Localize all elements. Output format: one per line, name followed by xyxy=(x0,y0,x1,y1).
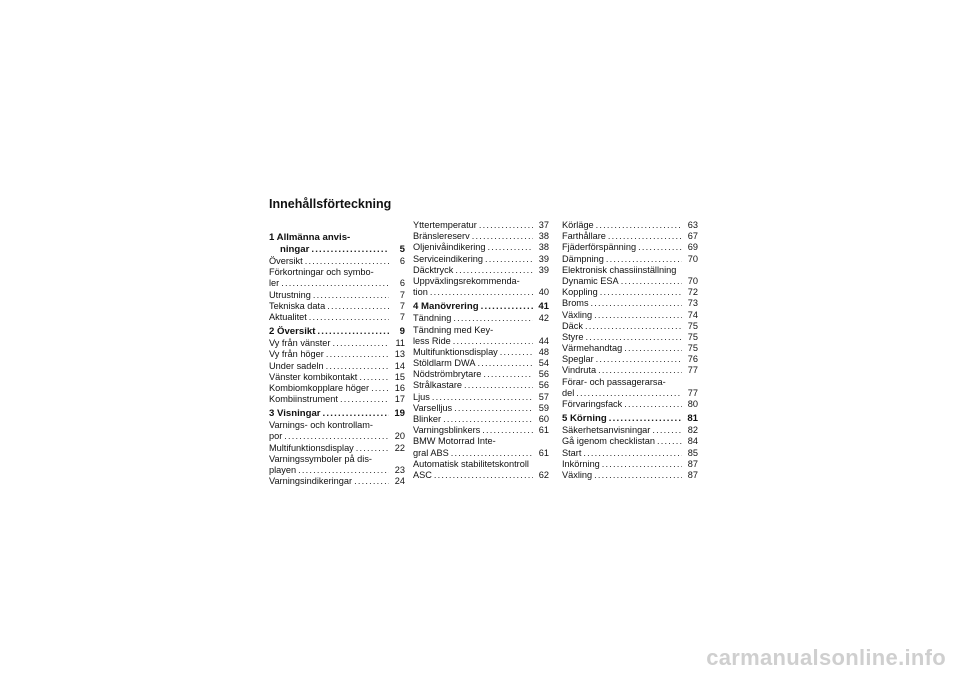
toc-page-number: 20 xyxy=(394,431,405,442)
toc-page-number: 74 xyxy=(687,309,698,320)
leader-dots xyxy=(323,408,389,420)
toc-entry-text: Under sadeln xyxy=(269,360,324,371)
toc-entry xyxy=(413,220,549,231)
toc-entry-text: Styre xyxy=(562,331,584,342)
toc-entry-text: Blinker xyxy=(413,414,442,424)
toc-entry xyxy=(269,349,405,360)
toc-page-number: 57 xyxy=(538,391,549,402)
leader-dots xyxy=(481,301,533,313)
toc-entry xyxy=(562,388,698,399)
toc-page-number: 11 xyxy=(395,338,405,349)
leader-dots xyxy=(443,414,533,425)
toc-page-number: 75 xyxy=(687,343,698,354)
toc-entry-text: less Ride xyxy=(413,335,451,346)
toc-entry-continued xyxy=(413,436,549,447)
leader-dots xyxy=(652,425,682,436)
toc-entry-text: Oljenivåindikering xyxy=(413,242,486,253)
toc-entry-text: Nödströmbrytare xyxy=(413,369,482,380)
toc-entry-continued xyxy=(562,265,698,276)
toc-entry-text: Varnings- och kontrollam- xyxy=(269,420,373,431)
toc-entry xyxy=(413,369,549,380)
toc-entry xyxy=(269,476,405,487)
toc-page-number: 6 xyxy=(399,256,405,266)
toc-page-number: 75 xyxy=(687,331,698,342)
toc-chapter xyxy=(269,408,405,420)
page-title: Innehållsförteckning xyxy=(269,197,392,211)
toc-entry-text: Förvaringsfack xyxy=(562,399,623,409)
toc-page-number: 82 xyxy=(687,425,698,436)
toc-chapter xyxy=(269,244,405,256)
leader-dots xyxy=(624,343,682,354)
toc-page-number: 9 xyxy=(399,326,405,338)
toc-entry-text: Tändning xyxy=(413,313,452,324)
toc-page-number: 61 xyxy=(538,425,549,436)
toc-entry xyxy=(413,231,549,242)
toc-entry-text: 5 Körning xyxy=(562,413,607,425)
toc-entry-text: Tekniska data xyxy=(269,300,326,311)
toc-page-number: 48 xyxy=(538,346,549,357)
leader-dots xyxy=(356,443,389,454)
toc-page-number: 61 xyxy=(538,447,549,458)
leader-dots xyxy=(598,365,682,376)
leader-dots xyxy=(451,448,533,459)
toc-entry-text: Körläge xyxy=(562,220,594,230)
leader-dots xyxy=(434,470,533,481)
leader-dots xyxy=(500,347,533,358)
leader-dots xyxy=(609,413,682,425)
toc-entry-text: Däck xyxy=(562,320,583,331)
toc-page-number: 39 xyxy=(538,264,549,275)
toc-entry xyxy=(562,276,698,287)
toc-entry xyxy=(562,231,698,242)
toc-entry xyxy=(562,436,698,447)
toc-entry xyxy=(413,403,549,414)
leader-dots xyxy=(340,394,389,405)
toc-entry-text: Varselljus xyxy=(413,402,453,413)
toc-entry-text: Gå igenom checklistan xyxy=(562,436,655,447)
toc-entry-text: Däcktryck xyxy=(413,264,454,275)
toc-entry xyxy=(562,448,698,459)
leader-dots xyxy=(488,242,533,253)
leader-dots xyxy=(624,399,682,410)
leader-dots xyxy=(464,380,533,391)
leader-dots xyxy=(359,372,389,383)
toc-page-number: 77 xyxy=(687,387,698,398)
toc-entry xyxy=(269,443,405,454)
toc-page-number: 56 xyxy=(538,369,549,380)
leader-dots xyxy=(608,231,682,242)
toc-entry-text: Utrustning xyxy=(269,289,311,300)
leader-dots xyxy=(585,332,682,343)
leader-dots xyxy=(477,358,533,369)
leader-dots xyxy=(305,256,389,267)
toc-entry-continued xyxy=(562,377,698,388)
toc-entry-text: 3 Visningar xyxy=(269,408,321,420)
toc-page-number: 38 xyxy=(538,242,549,253)
toc-entry xyxy=(269,361,405,372)
toc-entry-text: Värmehandtag xyxy=(562,343,623,354)
toc-entry xyxy=(269,290,405,301)
toc-entry xyxy=(562,332,698,343)
leader-dots xyxy=(621,276,682,287)
leader-dots xyxy=(472,231,533,242)
toc-entry xyxy=(413,336,549,347)
toc-page-number: 23 xyxy=(394,465,405,475)
toc-entry-text: Växling xyxy=(562,309,593,320)
toc-entry-text: Varningssymboler på dis- xyxy=(269,453,372,464)
toc-page-number: 76 xyxy=(687,354,698,365)
toc-entry-text: Serviceindikering xyxy=(413,253,483,264)
toc-entry-text: Start xyxy=(562,447,582,458)
toc-page-number: 69 xyxy=(687,242,698,253)
toc-entry xyxy=(413,287,549,298)
toc-entry xyxy=(269,301,405,312)
leader-dots xyxy=(602,459,682,470)
toc-entry xyxy=(413,265,549,276)
toc-page-number: 87 xyxy=(687,469,698,480)
toc-page-number: 24 xyxy=(394,476,405,487)
toc-page-number: 40 xyxy=(538,287,549,298)
toc-page-number: 19 xyxy=(394,408,405,420)
toc-page-number: 77 xyxy=(687,365,698,376)
leader-dots xyxy=(596,220,682,231)
leader-dots xyxy=(585,321,682,332)
toc-entry xyxy=(413,470,549,481)
toc-entry xyxy=(269,278,405,289)
toc-page-number: 37 xyxy=(538,220,549,230)
toc-entry xyxy=(269,338,405,349)
toc-entry-text: Fjäderförspänning xyxy=(562,242,637,253)
toc-entry-text: por xyxy=(269,431,283,442)
toc-entry xyxy=(269,394,405,405)
toc-page-number: 16 xyxy=(394,382,405,393)
toc-entry xyxy=(269,465,405,476)
toc-entry-text: Broms xyxy=(562,298,589,309)
leader-dots xyxy=(430,287,533,298)
toc-entry xyxy=(562,254,698,265)
toc-page-number: 17 xyxy=(394,394,405,405)
leader-dots xyxy=(453,336,533,347)
toc-entry-text: Multifunktionsdisplay xyxy=(413,346,498,357)
toc-entry-text: Vy från höger xyxy=(269,349,324,360)
toc-entry xyxy=(562,470,698,481)
toc-page-number: 44 xyxy=(538,335,549,346)
toc-entry xyxy=(269,372,405,383)
toc-entry-text: Farthållare xyxy=(562,231,606,242)
toc-entry-continued xyxy=(269,420,405,431)
toc-entry-continued xyxy=(413,325,549,336)
leader-dots xyxy=(483,369,533,380)
toc-page-number: 56 xyxy=(538,380,549,391)
leader-dots xyxy=(311,244,389,256)
toc-page-number: 87 xyxy=(687,458,698,469)
toc-entry xyxy=(562,425,698,436)
leader-dots xyxy=(479,220,533,231)
toc-column-3 xyxy=(562,220,698,481)
leader-dots xyxy=(583,448,682,459)
toc-page-number: 14 xyxy=(394,360,405,371)
toc-entry-continued xyxy=(413,459,549,470)
toc-entry xyxy=(562,310,698,321)
toc-entry-text: Tändning med Key- xyxy=(413,324,494,335)
toc-entry xyxy=(413,414,549,425)
leader-dots xyxy=(432,392,533,403)
toc-entry xyxy=(562,343,698,354)
toc-entry xyxy=(413,425,549,436)
leader-dots xyxy=(638,242,682,253)
toc-entry xyxy=(562,459,698,470)
toc-entry xyxy=(562,399,698,410)
leader-dots xyxy=(594,310,682,321)
toc-entry-text: Kombiinstrument xyxy=(269,394,338,405)
leader-dots xyxy=(606,254,682,265)
toc-column-2 xyxy=(413,220,549,481)
toc-page-number: 75 xyxy=(687,320,698,331)
toc-chapter xyxy=(562,413,698,425)
toc-entry-text: Inkörning xyxy=(562,458,600,469)
leader-dots xyxy=(485,254,533,265)
leader-dots xyxy=(281,278,389,289)
toc-page-number: 41 xyxy=(538,301,549,313)
toc-entry-text: ler xyxy=(269,278,280,289)
leader-dots xyxy=(326,361,389,372)
toc-entry-text: Multifunktionsdisplay xyxy=(269,442,354,453)
toc-entry-text: BMW Motorrad Inte- xyxy=(413,436,496,447)
leader-dots xyxy=(600,287,682,298)
toc-entry xyxy=(562,365,698,376)
toc-entry xyxy=(413,347,549,358)
leader-dots xyxy=(482,425,533,436)
toc-entry xyxy=(413,380,549,391)
toc-entry-text: 2 Översikt xyxy=(269,326,316,338)
toc-page-number: 67 xyxy=(687,231,698,242)
toc-entry-text: Speglar xyxy=(562,354,594,365)
toc-entry-text: Aktualitet xyxy=(269,311,307,322)
leader-dots xyxy=(455,265,533,276)
toc-entry-continued xyxy=(269,267,405,278)
leader-dots xyxy=(596,354,682,365)
toc-entry xyxy=(269,312,405,323)
toc-entry-text: Stöldlarm DWA xyxy=(413,358,476,369)
toc-page-number: 60 xyxy=(538,414,549,424)
toc-page-number: 63 xyxy=(687,220,698,230)
toc-entry xyxy=(413,358,549,369)
toc-page-number: 39 xyxy=(538,253,549,264)
toc-entry-text: Koppling xyxy=(562,287,598,298)
toc-page-number: 42 xyxy=(538,313,549,324)
watermark: carmanualsonline.info xyxy=(706,645,946,670)
leader-dots xyxy=(354,476,389,487)
toc-page-number: 6 xyxy=(399,278,405,289)
toc-chapter xyxy=(413,301,549,313)
leader-dots xyxy=(657,436,682,447)
toc-entry-text: Förar- och passagerarsa- xyxy=(562,376,666,387)
toc-page-number: 80 xyxy=(687,399,698,409)
toc-entry-continued xyxy=(269,454,405,465)
toc-entry-text: tion xyxy=(413,287,428,298)
toc-entry xyxy=(413,313,549,324)
leader-dots xyxy=(332,338,389,349)
toc-entry xyxy=(562,321,698,332)
toc-entry xyxy=(562,242,698,253)
toc-page-number: 73 xyxy=(687,298,698,309)
toc-entry xyxy=(562,354,698,365)
toc-page-number: 7 xyxy=(399,311,405,322)
toc-entry xyxy=(562,220,698,231)
toc-entry-text: ningar xyxy=(280,244,310,255)
toc-entry xyxy=(413,392,549,403)
toc-entry-continued xyxy=(413,276,549,287)
toc-page-number: 81 xyxy=(687,413,698,425)
toc-entry-text: Vindruta xyxy=(562,365,597,376)
toc-entry-text: Varningsblinkers xyxy=(413,425,481,436)
leader-dots xyxy=(576,388,682,399)
toc-entry-text: Uppväxlingsrekommenda- xyxy=(413,275,520,286)
toc-entry xyxy=(562,287,698,298)
toc-entry-text: gral ABS xyxy=(413,447,449,458)
leader-dots xyxy=(327,301,389,312)
toc-entry-text: Förkortningar och symbo- xyxy=(269,267,374,278)
toc-entry xyxy=(413,242,549,253)
toc-entry-text: Ljus xyxy=(413,391,430,402)
toc-entry-text: Elektronisk chassiinställning xyxy=(562,264,677,275)
toc-page-number: 59 xyxy=(538,402,549,413)
toc-entry-text: Säkerhetsanvisningar xyxy=(562,425,651,436)
toc-page-number: 15 xyxy=(394,371,405,382)
toc-entry xyxy=(269,256,405,267)
toc-page-number: 70 xyxy=(687,275,698,286)
toc-page-number: 72 xyxy=(687,287,698,298)
toc-entry xyxy=(562,298,698,309)
toc-page-number: 7 xyxy=(399,300,405,311)
toc-entry-text: Dämpning xyxy=(562,253,604,264)
toc-page-number: 38 xyxy=(538,231,549,242)
toc-entry-text: Vy från vänster xyxy=(269,338,331,349)
toc-chapter xyxy=(269,232,405,244)
toc-entry-text: Vänster kombikontakt xyxy=(269,371,358,382)
leader-dots xyxy=(309,312,389,323)
leader-dots xyxy=(371,383,389,394)
leader-dots xyxy=(284,431,389,442)
leader-dots xyxy=(298,465,389,476)
toc-entry xyxy=(413,448,549,459)
toc-entry-text: ASC xyxy=(413,469,432,480)
leader-dots xyxy=(326,349,389,360)
toc-entry-text: Dynamic ESA xyxy=(562,275,619,286)
toc-entry-text: Växling xyxy=(562,469,593,480)
toc-entry-text: Bränslereserv xyxy=(413,231,470,242)
leader-dots xyxy=(317,326,389,338)
leader-dots xyxy=(313,290,389,301)
toc-page-number: 70 xyxy=(687,253,698,264)
toc-column-1 xyxy=(269,232,405,487)
toc-page-number: 62 xyxy=(538,469,549,480)
toc-page-number: 13 xyxy=(394,349,405,360)
toc-page-number: 84 xyxy=(687,436,698,447)
toc-entry-text: Yttertemperatur xyxy=(413,220,477,230)
toc-page-number: 54 xyxy=(538,358,549,369)
toc-entry-text: Kombiomkopplare höger xyxy=(269,382,370,393)
toc-entry-text: del xyxy=(562,387,575,398)
toc-page-number: 7 xyxy=(399,289,405,300)
leader-dots xyxy=(594,470,682,481)
toc-entry xyxy=(413,254,549,265)
toc-entry-text: 1 Allmänna anvis- xyxy=(269,232,351,243)
toc-page-number: 5 xyxy=(399,244,405,255)
toc-entry-text: Översikt xyxy=(269,256,303,266)
toc-page-number: 85 xyxy=(687,447,698,458)
toc-entry xyxy=(269,383,405,394)
toc-entry-text: 4 Manövrering xyxy=(413,301,479,313)
toc-entry xyxy=(269,431,405,442)
toc-page-number: 22 xyxy=(394,442,405,453)
toc-chapter xyxy=(269,326,405,338)
toc-entry-text: Varningsindikeringar xyxy=(269,476,353,487)
toc-entry-text: Strålkastare xyxy=(413,380,463,391)
leader-dots xyxy=(454,403,533,414)
leader-dots xyxy=(591,298,682,309)
toc-entry-text: playen xyxy=(269,465,297,475)
leader-dots xyxy=(453,313,533,324)
toc-entry-text: Automatisk stabilitetskontroll xyxy=(413,458,529,469)
